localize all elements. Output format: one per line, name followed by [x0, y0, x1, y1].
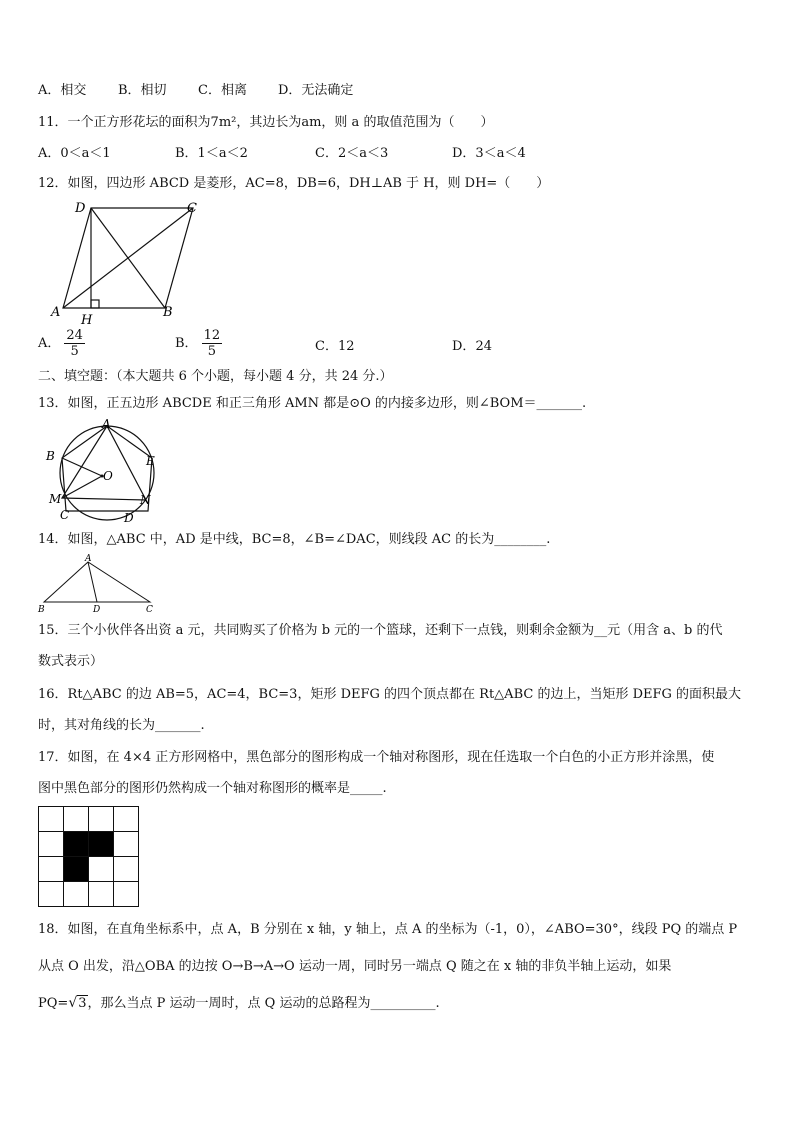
q18-line-3: PQ=√3，那么当点 P 运动一周时，点 Q 运动的总路程为__________. [38, 995, 440, 1011]
q13-label-b: B [46, 449, 55, 463]
q11-stem: 11．一个正方形花坛的面积为7m²，其边长为am，则 a 的取值范围为（ ） [38, 115, 494, 130]
q11-option-a: A．0＜a＜1 [38, 146, 111, 161]
q12-stem: 12．如图，四边形 ABCD 是菱形，AC=8，DB=6，DH⊥AB 于 H，则 DH=（ ） [38, 176, 550, 191]
q18-sqrt-radicand: 3 [78, 996, 87, 1011]
q13-label-n: N [140, 493, 151, 507]
q14-label-d: D [93, 605, 101, 615]
q13-label-d: D [124, 511, 134, 525]
q14-stem: 14．如图，△ABC 中，AD 是中线，BC=8，∠B=∠DAC，则线段 AC 的长为________. [38, 532, 551, 547]
q13-label-m: M [49, 492, 62, 506]
q10-option-a: A．相交 [38, 83, 87, 98]
q18-line-1: 18．如图，在直角坐标系中，点 A，B 分别在 x 轴，y 轴上，点 A 的坐标为（-1，0），∠ABO=30°，线段 PQ 的端点 P [38, 922, 738, 937]
q11-option-b: B．1＜a＜2 [175, 146, 248, 161]
q12-option-a: A． $\frac{24}{5}$ [38, 328, 83, 359]
q10-option-c: C．相离 [198, 83, 247, 98]
q14-label-b: B [38, 605, 45, 615]
q17-line-1: 17．如图，在 4×4 正方形网格中，黑色部分的图形构成一个轴对称图形，现在任选取一个白色的小正方形并涂黑，使 [38, 750, 715, 765]
q13-label-o: O [103, 469, 113, 483]
q13-label-a: A [102, 418, 111, 431]
q13-stem: 13．如图，正五边形 ABCDE 和正三角形 AMN 都是⊙O 的内接多边形，则∠BOM＝_______. [38, 396, 587, 411]
q18-line-2: 从点 O 出发，沿△OBA 的边按 O→B→A→O 运动一周，同时另一端点 Q 随之在 x 轴的非负半轴上运动，如果 [38, 959, 672, 974]
q10-option-b: B．相切 [118, 83, 167, 98]
q12-option-a-numerator: 24 [66, 328, 83, 343]
q12-option-a-denominator: 5 [70, 344, 79, 359]
q12-option-b: B． $\frac{12}{5}$ [175, 328, 221, 359]
section-heading-fill-in: 二、填空题：（本大题共 6 个小题，每小题 4 分，共 24 分.） [38, 369, 393, 384]
q11-option-d: D．3＜a＜4 [452, 146, 526, 161]
q12-label-a: A [51, 305, 61, 320]
q15-line-1: 15．三个小伙伴各出资 a 元，共同购买了价格为 b 元的一个篮球，还剩下一点钱，则剩余金额为__元（用含 a、b 的代 [38, 623, 723, 638]
q10-option-d: D．无法确定 [278, 83, 354, 98]
q12-label-h: H [81, 313, 93, 328]
q12-option-d: D．24 [452, 339, 492, 354]
q12-option-b-numerator: 12 [203, 328, 221, 343]
q12-rhombus-figure [45, 198, 215, 328]
q12-label-b: B [163, 305, 173, 320]
q17-line-2: 图中黑色部分的图形仍然构成一个轴对称图形的概率是_____. [38, 781, 387, 796]
q12-option-b-denominator: 5 [207, 344, 216, 359]
q13-circle-figure [40, 418, 170, 528]
q15-line-2: 数式表示） [38, 654, 104, 669]
q11-option-c: C．2＜a＜3 [315, 146, 389, 161]
q14-triangle-figure [36, 554, 161, 616]
q17-grid-figure [38, 806, 140, 908]
q14-label-c: C [146, 605, 153, 615]
q14-label-a: A [85, 554, 92, 564]
q16-line-2: 时，其对角线的长为_______. [38, 718, 205, 733]
q13-label-e: E [146, 454, 155, 468]
q12-option-c: C．12 [315, 339, 355, 354]
q13-label-c: C [60, 508, 70, 522]
q12-label-c: C [187, 201, 197, 216]
q16-line-1: 16．Rt△ABC 的边 AB=5，AC=4，BC=3，矩形 DEFG 的四个顶点都在 Rt△ABC 的边上，当矩形 DEFG 的面积最大 [38, 687, 742, 702]
q12-label-d: D [75, 201, 86, 216]
